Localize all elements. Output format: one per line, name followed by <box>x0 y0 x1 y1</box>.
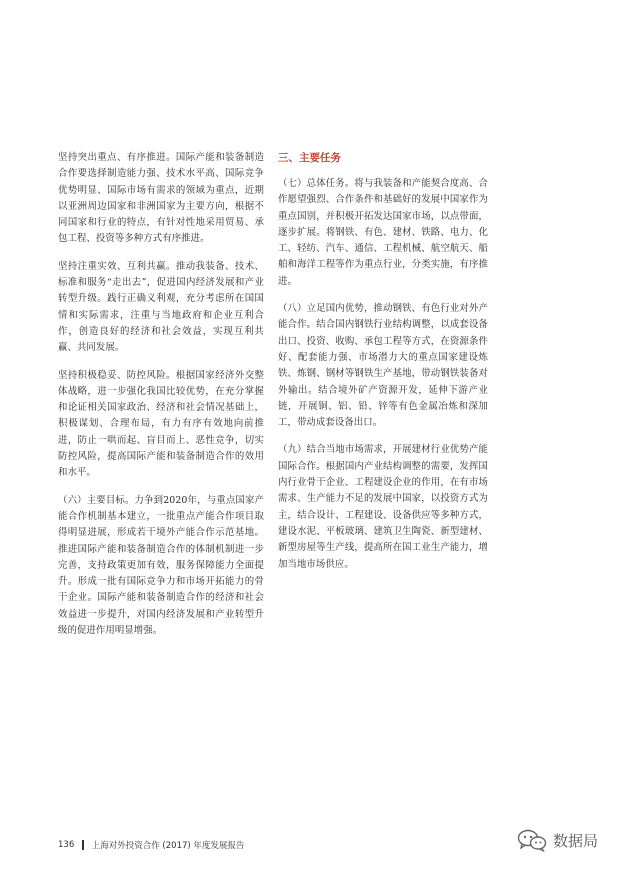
paragraph: 坚持突出重点、有序推进。国际产能和装备制造合作要选择制造能力强、技术水平高、国际竞争优势明显、国际市场有需求的领域为重点，近期以亚洲周边国家和非洲国家为主要方向，根据不同国家和行业的特点，有针对性地采用贸易、承包工程、投资等多种方式有序推进。 <box>58 152 264 245</box>
left-column <box>58 150 264 650</box>
page-number: 136 <box>58 840 75 850</box>
paragraph: 坚持注重实效、互利共赢。推动我装备、技术、标准和服务“走出去”，促进国内经济发展和产业转型升级。践行正确义利观，充分考虑所在国国情和实际需求，注重与当地政府和企业互利合作，创造良好的经济和社会效益，实现互利共赢、共同发展。 <box>58 260 264 354</box>
paragraph: （八）立足国内优势，推动钢铁、有色行业对外产能合作。结合国内钢铁行业结构调整，以成套设备出口、投资、收购、承包工程等方式，在资源条件好、配套能力强、市场潜力大的重点国家建设炼铁、炼钢、钢材等钢铁生产基地，带动钢铁装备对外输出。结合境外矿产资源开发，延伸下游产业链，开展铜、铝、铅、锌等有色金属冶炼和深加工，带动成套设备出口。 <box>278 303 488 429</box>
wechat-icon <box>517 828 547 852</box>
paragraph: （九）结合当地市场需求，开展建材行业优势产能国际合作。根据国内产业结构调整的需要，发挥国内行业骨干企业、工程建设企业的作用，在有市场需求、生产能力不足的发展中国家，以投资方式为主，结合设计、工程建设、设备供应等多种方式，建设水泥、平板玻璃、建筑卫生陶瓷、新型建材、新型房屋等生产线，提高所在国工业生产能力，增加当地市场供应。 <box>278 444 488 570</box>
footer-divider <box>82 840 84 850</box>
right-column <box>278 150 488 584</box>
page-footer <box>58 839 244 851</box>
paragraph: （六）主要目标。力争到2020年，与重点国家产能合作机制基本建立，一批重点产能合作项目取得明显进展，形成若干境外产能合作示范基地。推进国际产能和装备制造合作的体制机制进一步完善，支持政策更加有效，服务保障能力全面提升。形成一批有国际竞争力和市场开拓能力的骨干企业。国际产能和装备制造合作的经济和社会效益进一步提升，对国内经济发展和产业转型升级的促进作用明显增强。 <box>58 494 264 637</box>
watermark-text: 数据局 <box>552 831 598 850</box>
publication-title: 上海对外投资合作 (2017) 年度发展报告 <box>91 841 245 851</box>
watermark <box>517 828 598 852</box>
paragraph: （七）总体任务。将与我装备和产能契合度高、合作愿望强烈、合作条件和基础好的发展中国家作为重点国别，并积极开拓发达国家市场，以点带面，逐步扩展。将钢铁、有色、建材、铁路、电力、化工、轻纺、汽车、通信、工程机械、航空航天、船舶和海洋工程等作为重点行业，分类实施，有序推进。 <box>278 178 488 287</box>
paragraph: 坚持积极稳妥、防控风险。根据国家经济外交整体战略，进一步强化我国比较优势，在充分掌握和论证相关国家政治、经济和社会情况基础上，积极谋划、合理布局，有力有序有效地向前推进，防止一哄而起、盲目而上、恶性竞争，切实防控风险，提高国际产能和装备制造合作的效用和水平。 <box>58 369 264 479</box>
section-heading: 三、主要任务 <box>278 152 341 164</box>
